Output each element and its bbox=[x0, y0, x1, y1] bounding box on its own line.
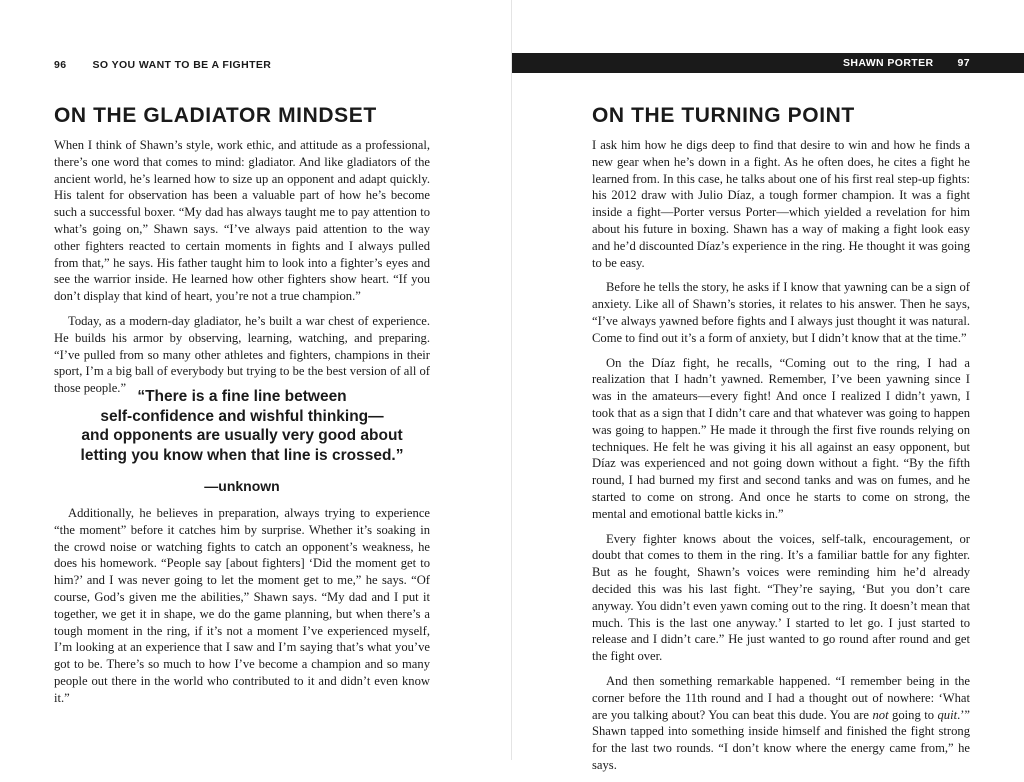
left-running-head bbox=[54, 56, 271, 74]
page-number: 96 bbox=[54, 59, 67, 71]
right-page bbox=[512, 0, 1024, 772]
page-number: 97 bbox=[957, 57, 970, 69]
pull-quote-line: and opponents are usually very good about bbox=[81, 427, 403, 444]
pull-quote-attribution: —unknown bbox=[204, 478, 280, 494]
pull-quote bbox=[54, 387, 430, 497]
paragraph: On the Díaz fight, he recalls, “Coming out to the ring, I had a realization that I hadn’t yawned. Remember, I’ve been yawning since I was in the amateurs—every fight! And once I realized I didn’t yawn, I took that as a sign that I didn’t care and that whatever was going to happen was going to happen.” He made it through the first five rounds relying on techniques. He felt he was giving it his all against an easy opponent, but Díaz was experienced and not going down without a fight. “By the fifth round, I had burned my first and second tanks and was on fumes, and he started to come on strong. And once he starts to come on strong, the mental and emotional battle kicks in.” bbox=[592, 355, 970, 521]
body-text-bottom bbox=[54, 505, 430, 715]
paragraph bbox=[592, 673, 970, 774]
chapter-running-head: SHAWN PORTER bbox=[842, 57, 934, 69]
body-text bbox=[592, 137, 970, 782]
emphasis-text: quit bbox=[937, 707, 958, 722]
body-text-top bbox=[54, 137, 430, 405]
paragraph-text: .’” Shawn tapped into something inside himself and finished the fight strong for the last two rounds. “I don’t know where the energy came from,” he says. bbox=[592, 707, 971, 772]
paragraph: I ask him how he digs deep to find that desire to win and how he finds a new gear when he’s down in a fight. As he often does, he cites a fight he learned from. In this case, he talks about one of his first real step-up fights: his 2012 draw with Julio Díaz, a tough former champion. It was a fight inside a fight—Porter versus Porter—which yielded a revelation for him about his future in boxing. Shawn has a way of making a fight look easy and he’d discounted Díaz’s experience in the ring. He thought it was going to be easy. bbox=[592, 138, 970, 270]
right-running-head bbox=[512, 53, 1024, 73]
book-title-running-head: SO YOU WANT TO BE A FIGHTER bbox=[92, 59, 272, 71]
paragraph: Every fighter knows about the voices, self-talk, encouragement, or doubt that comes to them in the ring. It’s a familiar battle for any fighter. But as he fought, Shawn’s voices were reminding him he’d already decided this was his last fight. “They’re saying, ‘But you don’t care anyway. You didn’t even yawn coming out to the ring. It doesn’t mean that much. This is the last one anyway.’ I started to let go. I just started to release and I didn’t care.” He just wanted to go round after round and get the fight over. bbox=[592, 531, 970, 664]
paragraph: Before he tells the story, he asks if I know that yawning can be a sign of anxiety. Like all of Shawn’s stories, it relates to his answer. Then he says, “I’ve always yawned before fights and I always just thought it was natural. Come to find out it’s a form of anxiety, but I didn’t know that at the time.” bbox=[592, 280, 970, 345]
paragraph: Additionally, he believes in preparation, always trying to experience “the moment” before it catches him by surprise. Whether it’s soaking in the crowd noise or watching fights to catch an opponent’s weakness, he does his homework. “People say [about fighters] ‘Did the moment get to him?’ and I was never going to let the moment get to me,” he says. “Of course, God’s given me the abilities,” Shawn says. “My dad and I put it together, we get it in shape, we do the game planning, but when there’s a tough moment in the ring, if it’s not a moment I’ve experienced myself, I’m looking at an experience that I saw and I’m saying that’s what you’ve got to be. There’s so much to how I’ve become a champion and so many people out there in the world who contributed to it and didn’t even know it.” bbox=[54, 506, 430, 705]
section-title: ON THE TURNING POINT bbox=[592, 104, 855, 127]
paragraph-text: And then something remarkable happened. “I remember being in the corner before the 11th round and I had a thought out of nowhere: ‘What are you talking about? You can beat this dude. You are bbox=[592, 673, 970, 722]
pull-quote-line: self-confidence and wishful thinking— bbox=[100, 407, 384, 425]
section-title: ON THE GLADIATOR MINDSET bbox=[54, 104, 377, 127]
left-page bbox=[0, 0, 512, 760]
pull-quote-line: “There is a fine line between bbox=[137, 388, 347, 405]
paragraph: When I think of Shawn’s style, work ethic, and attitude as a professional, there’s one word that comes to mind: gladiator. And like gladiators of the ancient world, he’s learned how to size up an opponent and adapt quickly. His talent for observation has been a valuable part of how he’s become such a successful boxer. “My dad has always taught me to pay attention to what’s going on,” Shawn says. “I’ve always paid attention to the way other fighters reacted to certain moments in fights and I always pulled from that,” he says. His father taught him to look into a fighter’s eyes and see the warrior inside. He learned how other fighters show heart. “If you don’t display that kind of heart, you’re not a true champion.” bbox=[54, 138, 430, 304]
pull-quote-line: letting you know when that line is crossed.” bbox=[80, 446, 404, 464]
paragraph-text: going to bbox=[888, 707, 938, 722]
paragraph: Today, as a modern-day gladiator, he’s built a war chest of experience. He builds his armor by observing, learning, watching, and preparing. “I’ve pulled from so many other athletes and fighters, champions in their sport, I’m a big ball of everybody but trying to be the best version of all of those people.” bbox=[54, 313, 430, 396]
emphasis-text: not bbox=[872, 707, 889, 722]
